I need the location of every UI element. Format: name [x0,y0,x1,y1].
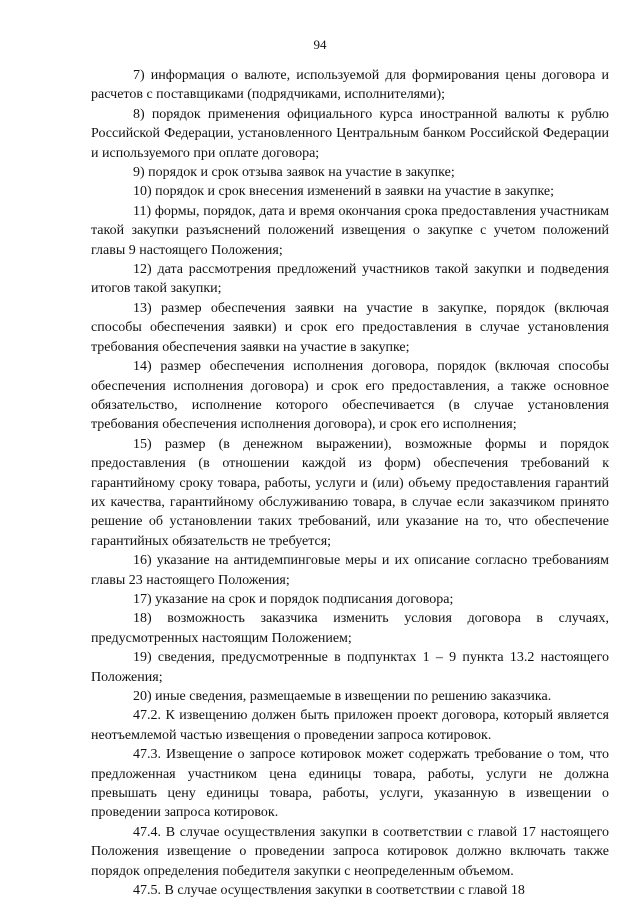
paragraph-item-17: 17) указание на срок и порядок подписания договора; [133,591,454,607]
paragraph-item-16: 16) указание на антидемпинговые меры и их описание согласно требованиям главы 23 настоящего Положения; [91,553,609,588]
clause-47-2: 47.2. К извещению должен быть приложен проект договора, который является неотъемлемой частью извещения о проведении запроса котировок. [91,708,609,743]
paragraph-item-15: 15) размер (в денежном выражении), возможные формы и порядок предоставления (в отношении каждой из форм) обеспечения требований к гарантийному сроку товара, работы, услуги и (или) объему предоставления гарантий их качества, гарантийному обслуживанию товара, в случае если заказчиком принято решение об установлении таких требований, или указание на то, что обеспечение гарантийных обязательств не требуется; [91,436,609,549]
document-body [91,66,609,900]
paragraph-item-7: 7) информация о валюте, используемой для формирования цены договора и расчетов с поставщиками (подрядчиками, исполнителями); [91,68,609,103]
paragraph-item-12: 12) дата рассмотрения предложений участников такой закупки и подведения итогов такой закупки; [91,262,609,297]
clause-47-5: 47.5. В случае осуществления закупки в соответствии с главой 18 [133,883,525,899]
paragraph-item-11: 11) формы, порядок, дата и время окончания срока предоставления участникам такой закупки разъяснений положений извещения о закупке с учетом положений главы 9 настоящего Положения; [91,203,609,258]
paragraph-item-9: 9) порядок и срок отзыва заявок на участие в закупке; [133,165,455,181]
paragraph-item-18: 18) возможность заказчика изменить условия договора в случаях, предусмотренных настоящим Положением; [91,611,609,646]
paragraph-item-19: 19) сведения, предусмотренные в подпунктах 1 – 9 пункта 13.2 настоящего Положения; [91,650,609,685]
page-number: 94 [313,37,327,52]
paragraph-item-10: 10) порядок и срок внесения изменений в заявки на участие в закупке; [133,184,554,200]
paragraph-item-13: 13) размер обеспечения заявки на участие в закупке, порядок (включая способы обеспечения заявки) и срок его предоставления в случае установления требования обеспечения заявки на участие в закупке; [91,300,609,355]
clause-47-3: 47.3. Извещение о запросе котировок может содержать требование о том, что предложенная участником цена единицы товара, работы, услуги не должна превышать цену единицы товара, работы, услуги, указанную в извещении о проведении запроса котировок. [91,747,609,821]
paragraph-item-14: 14) размер обеспечения исполнения договора, порядок (включая способы обеспечения исполнения договора) и срок его предоставления, а также основное обязательство, исполнение которого обеспечивается (в случае установления требования обеспечения исполнения договора), и срок его исполнения; [91,359,609,433]
paragraph-item-20: 20) иные сведения, размещаемые в извещении по решению заказчика. [133,689,552,704]
paragraph-item-8: 8) порядок применения официального курса иностранной валюты к рублю Российской Федерации, установленного Центральным банком Российской Федерации и используемого при оплате договора; [91,106,609,161]
clause-47-4: 47.4. В случае осуществления закупки в соответствии с главой 17 настоящего Положения извещение о проведении запроса котировок должно включать также порядок определения победителя закупки с неопределенным объемом. [91,824,609,879]
